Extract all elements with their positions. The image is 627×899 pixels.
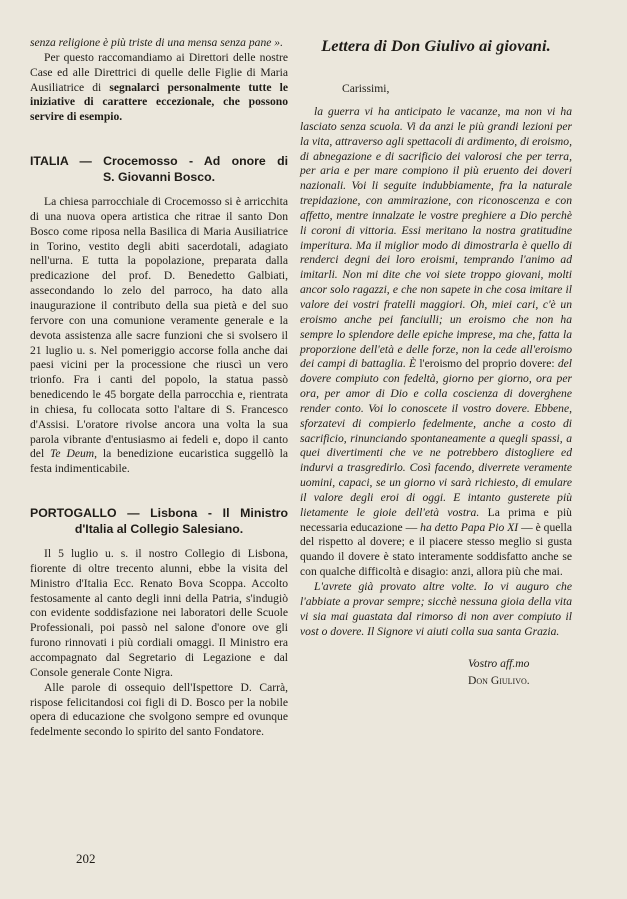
letter-paragraph-2: L'avrete già provato altre volte. Io vi auguro che l'abbiate a provar sempre; sicchè nessuna gioia della vita vi sia mai guastata dal rimorso di non aver compiuto il vost o dovere. Il Signore vi aiuti colla sua santa Grazia. — [300, 580, 572, 638]
letter-greeting: Carissimi, — [342, 82, 390, 95]
page-number: 202 — [76, 851, 96, 866]
article-portogallo-paragraph-2: Alle parole di ossequio dell'Ispettore D. Carrà, rispose felicitandosi coi figli di D. Bosco per la nobile opera di educazione che svolgono sempre ed ovunque fedelmente secondo lo spirito del santo Fondatore. — [30, 680, 288, 739]
heading-italia-line1: ITALIA — Crocemosso - Ad onore di — [30, 154, 288, 169]
letter-paragraph-1 — [300, 105, 572, 580]
heading-portogallo-line1: PORTOGALLO — Lisbona - Il Ministro — [30, 506, 288, 521]
intro-paragraph-2 — [30, 51, 288, 125]
letter-text-plain-2: La prima e più necessaria educazione — — [300, 505, 572, 534]
letter-text-italic-2: del dovere compiuto con fedeltà, giorno per giorno, ora per ora, per amor di Dio e colla coscienza di doverghene render conto. Voi lo conoscete il vostro dovere. Ebbene, sforzatevi di compierlo fedelmente, anche a costo di sacrificio, rinunciando spontaneamente a quegli spassi, a quei divertimenti che ve ne potrebbero distogliere ed indurvi a trasgredirlo. Così facendo, diverrete veramente uomini, capaci, se un giorno vi sarà richiesto, di emulare il valore degli eroi di oggi. E intanto gusterete più lietamente le gioie dell'età vostra. — [300, 357, 572, 519]
letter-text-italic-3: ha detto Papa Pio XI — [420, 520, 519, 534]
right-column — [300, 36, 572, 687]
article-italia-text-1: La chiesa parrocchiale di Crocemosso si è arricchita di una nuova opera artistica che ritrae il santo Don Bosco come riposa nella Basilica di Maria Ausiliatrice in Torino, vestito degli abiti sacerdotali, adagiato nell'urna. E tutta la popolazione, preparata dalla predicazione del prof. D. Benedetto Galbiati, assecondando lo zelo del parroco, ha dato alla inaugurazione il contributo della sua pietà e del suo fervore con una comunione veramente generale e la devota assistenza alle sacre funzioni che si svolsero il 21 luglio u. s. Nel pomeriggio accorse folla anche dai paesi vicini per la processione che riuscì un vero trionfo. Fra i canti del popolo, la statua passò benedicendo le 45 borgate della parrocchia e, rientrata in chiesa, fu collocata sotto l'altare di S. Francesco d'Assisi. L'oratore rivolse ancora una volta la sua parola vibrante d'entusiasmo ai fedeli e, dopo il canto del — [30, 195, 288, 461]
intro-paragraph-1: senza religione è più triste di una mensa senza pane ». — [30, 36, 283, 49]
article-italia-body — [30, 195, 288, 477]
intro-text: Per questo raccomandiamo ai Direttori delle nostre Case ed alle Direttrici di quelle delle Figlie di Maria Ausiliatrice di — [30, 50, 288, 94]
intro-bold-text: segnalarci personalmente tutte le iniziative di carattere eccezionale, che possono servire di esempio. — [30, 80, 288, 124]
letter-closing: Vostro aff.mo — [468, 657, 530, 671]
letter-signature: Don Giulivo. — [468, 674, 530, 688]
letter-text-plain-3: — è quella del rispetto al dovere; e il piacere stesso meglio si gusta quando il dovere è stato interamente soddisfatto anche se con qualche difficoltà e disagio: anzi, allora più che mai. — [300, 520, 573, 579]
article-portogallo-paragraph-1: Il 5 luglio u. s. il nostro Collegio di Lisbona, fiorente di oltre trecento alunni, ebbe la visita del Ministro d'Italia Ecc. Renato Bova Scoppa. Accolto festosamente al canto degli inni della Patria, s'indugiò con evidente soddisfazione nei laboratori delle Scuole Professionali, poi passò nel salone d'onore ove gli furono rinnovati i più cordiali omaggi. Il Ministro era accompagnato dal Segretario di Legazione e dal Console generale Conte Nigra. — [30, 547, 288, 679]
left-column — [30, 36, 288, 740]
letter-title: Lettera di Don Giulivo ai giovani. — [321, 36, 551, 55]
article-heading-portogallo — [30, 505, 288, 537]
letter-text-plain-1: l'eroismo del proprio dovere: — [419, 357, 558, 371]
article-heading-italia — [30, 153, 288, 185]
heading-italia-line2: S. Giovanni Bosco. — [102, 170, 216, 185]
article-italia-text-2: , la benedizione eucaristica suggellò la festa indimenticabile. — [30, 447, 289, 476]
heading-portogallo-line2: d'Italia al Collegio Salesiano. — [74, 522, 244, 537]
letter-text-italic-1: la guerra vi ha anticipato le vacanze, ma non vi ha lasciato senza scuola. Vi da anzi le più grandi lezioni per la vita, attraverso agli spettacoli di ardimento, di eroismo, di abnegazione e di sacrificio dei valorosi che per terra, per aria e per mare compiono il più eruento dei doveri nazionali. Voi li seguite indubbiamente, fra la naturale trepidazione, con ammirazione, con riconoscenza e con affetto, mentre innalzate le vostre preghiere a Dio perchè li coroni di vittoria. Essi meritano la nostra gratitudine imperitura. Ma il miglior modo di dimostrarla è quello di renderci degni dei loro eroismi, temprando l'animo ad imitarli. Non mi dite che voi siete troppo giovani, molti ancor solo ragazzi, e che non sapete in che cosa imitare il valore dei vostri fratelli maggiori. Oh, miei cari, c'è un eroismo anche pei fanciulli; un eroismo che non ha sempre lo splendore delle epiche imprese, ma che, fatta la proporzione dell'età e delle forze, non la cede all'eroismo dei campi di battaglia. È — [300, 105, 572, 371]
article-italia-te-deum: Te Deum — [50, 447, 95, 461]
